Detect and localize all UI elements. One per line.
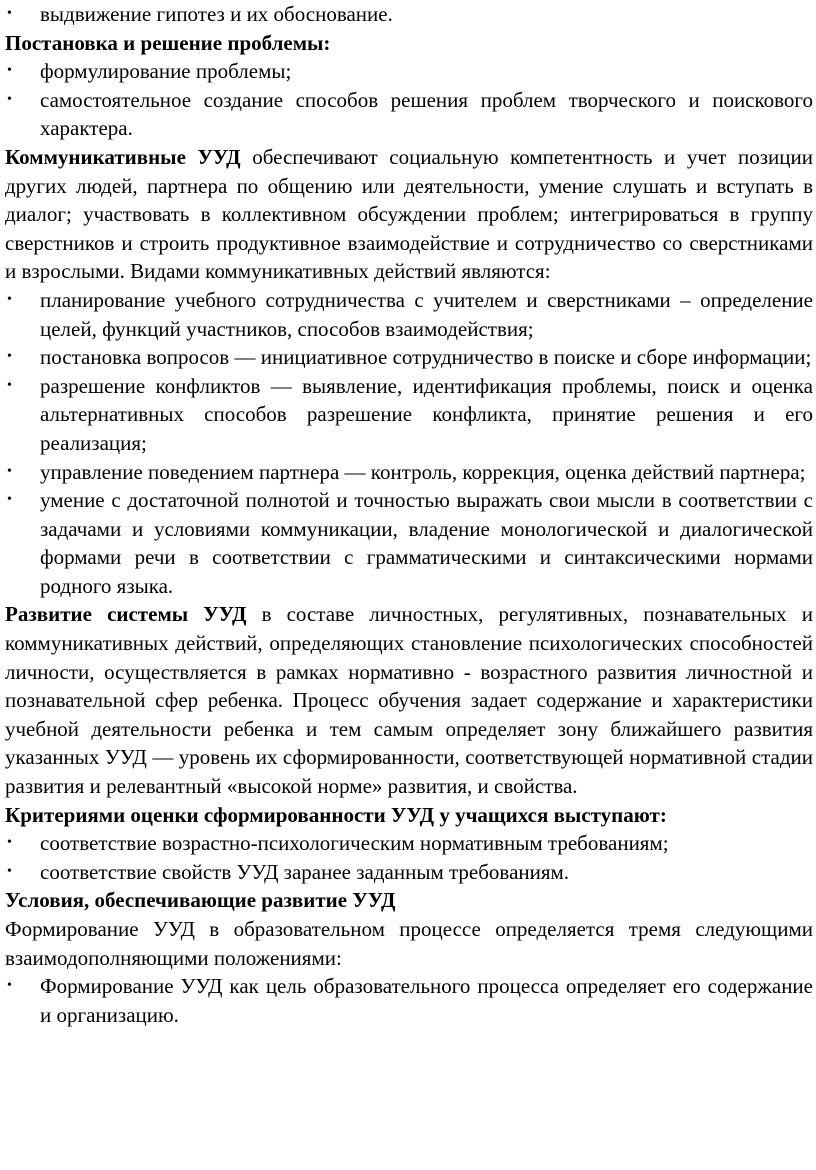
list-item [5,0,813,29]
bullet-icon: • [7,835,12,851]
intro-list [5,0,813,29]
communicative-list [5,286,813,601]
bullet-icon: • [7,291,12,307]
bullet-icon: • [7,349,12,365]
list-item [5,829,813,858]
list-item [5,458,813,487]
list-item-text: соответствие возрастно-психологическим нормативным требованиям; [40,831,669,856]
list-item-text: управление поведением партнера — контроль, коррекция, оценка действий партнера; [40,459,806,484]
list-item-text: умение с достаточной полнотой и точностью выражать свои мысли в соответствии с задачами и условиями коммуникации, владение монологической и диалогической формами речи в соответствии с грамматическими и синтаксическими нормами родного языка. [40,488,813,598]
criteria-heading: Критериями оценки сформированности УУД у учащихся выступают: [5,802,667,827]
problem-list [5,57,813,143]
list-item-text: разрешение конфликтов — выявление, идентификация проблемы, поиск и оценка альтернативных способов разрешение конфликта, принятие решения и его реализация; [40,373,813,455]
list-item [5,86,813,143]
list-item [5,286,813,343]
communicative-text: обеспечивают социальную компетентность и учет позиции других людей, партнера по общению или деятельности, умение слушать и вступать в диалог; участвовать в коллективном обсуждении проблем; интегрироваться в группу сверстников и строить продуктивное взаимодействие и сотрудничество со сверстниками и взрослыми. Видами коммуникативных действий являются: [5,144,813,284]
bullet-icon: • [7,6,12,21]
development-lead: Развитие системы УУД [5,602,247,627]
bullet-icon: • [7,463,12,479]
communicative-lead: Коммуникативные УУД [5,144,241,169]
conditions-list [5,972,813,1029]
communicative-paragraph [5,143,813,286]
list-item [5,57,813,86]
development-paragraph [5,600,813,800]
list-item [5,972,813,1029]
list-item-text: соответствие свойств УУД заранее заданным требованиям. [40,859,570,884]
list-item-text: выдвижение гипотез и их обоснование. [40,2,393,26]
development-text: в составе личностных, регулятивных, познавательных и коммуникативных действий, определяющих становление психологических способностей личности, осуществляется в рамках нормативно - возрастного развития личностной и познавательной сфер ребенка. Процесс обучения задает содержание и характеристики учебной деятельности ребенка и тем самым определяет зону ближайшего развития указанных УУД — уровень их сформированности, соответствующей нормативной стадии развития и релевантный «высокой норме» развития, и свойства. [5,602,814,799]
list-item [5,343,813,372]
conditions-heading: Условия, обеспечивающие развитие УУД [5,888,396,913]
list-item-text: Формирование УУД как цель образовательного процесса определяет его содержание и организацию. [40,974,813,1027]
list-item [5,486,813,600]
bullet-icon: • [7,91,12,107]
list-item [5,372,813,458]
criteria-list [5,829,813,886]
problem-heading: Постановка и решение проблемы: [5,30,331,55]
list-item-text: постановка вопросов — инициативное сотрудничество в поиске и сборе информации; [40,345,812,370]
list-item-text: формулирование проблемы; [40,59,292,84]
bullet-icon: • [7,377,12,393]
list-item [5,858,813,887]
bullet-icon: • [7,978,12,994]
list-item-text: самостоятельное создание способов решения проблем творческого и поискового характера. [40,87,813,141]
bullet-icon: • [7,63,12,79]
bullet-icon: • [7,863,12,879]
conditions-paragraph: Формирование УУД в образовательном процессе определяется тремя следующими взаимодополняющими положениями: [5,917,813,970]
list-item-text: планирование учебного сотрудничества с учителем и сверстниками – определение целей, функций участников, способов взаимодействия; [40,287,813,341]
bullet-icon: • [7,492,12,508]
